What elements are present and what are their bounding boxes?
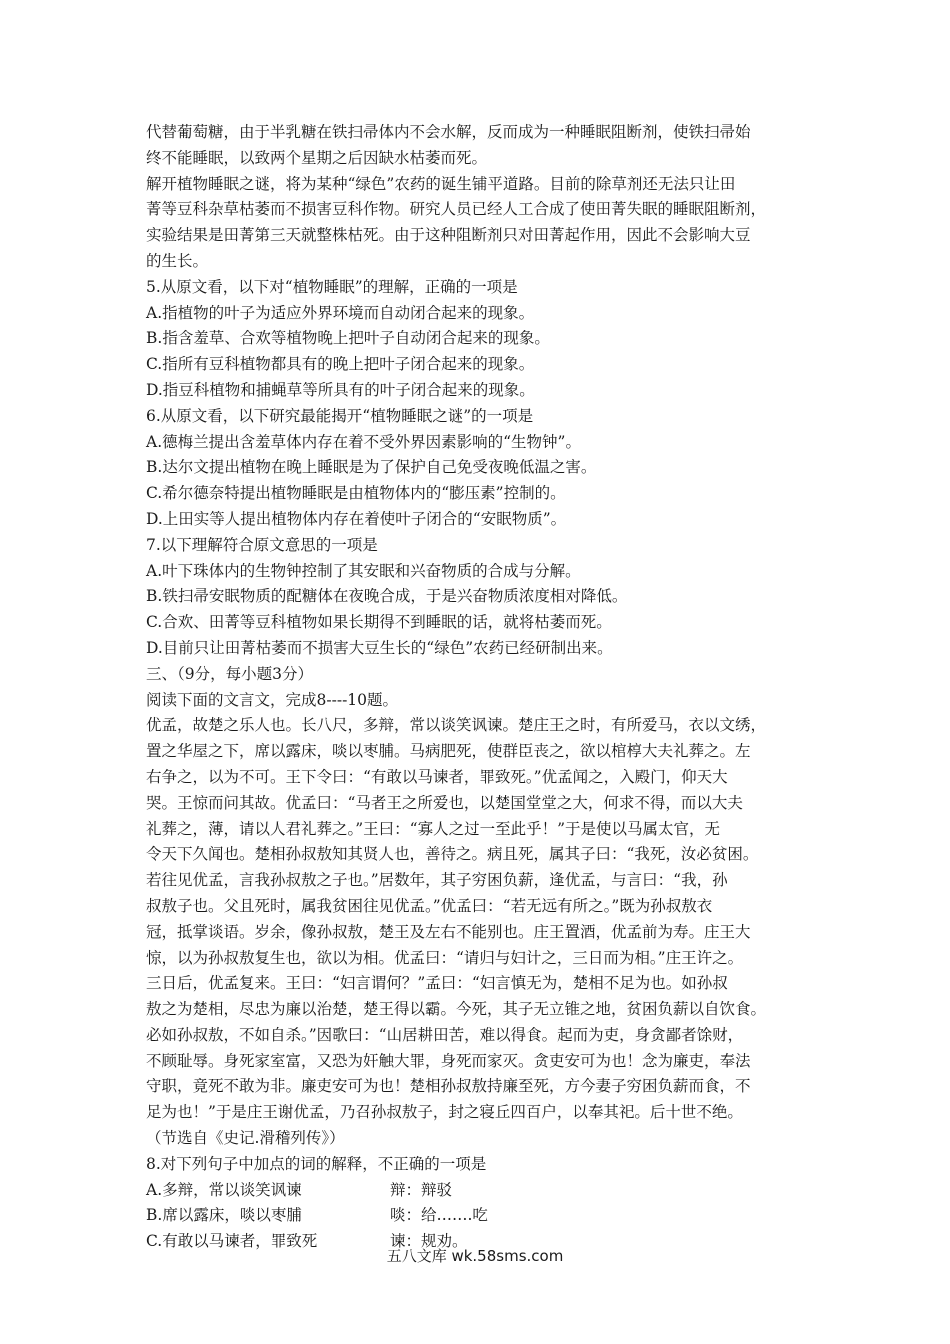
- text-line: 令天下久闻也。楚相孙叔敖知其贤人也，善待之。病且死，属其子曰：“我死，汝必贫困。: [146, 845, 759, 864]
- text-line: 实验结果是田菁第三天就整株枯死。由于这种阻断剂只对田菁起作用，因此不会影响大豆: [146, 226, 751, 245]
- text-line: 终不能睡眠，以致两个星期之后因缺水枯萎而死。: [146, 148, 488, 167]
- question-stem: 5.从原文看，以下对“植物睡眠”的理解，正确的一项是: [146, 277, 518, 296]
- text-line: 冠，抵掌谈语。岁余，像孙叔敖，楚王及左右不能别也。庄王置酒，优孟前为寿。庄王大: [146, 922, 751, 941]
- option-c: C.希尔德奈特提出植物睡眠是由植物体内的“膨压素”控制的。: [146, 484, 566, 503]
- option-gloss: 谏：规劝。: [390, 1232, 468, 1251]
- option-b: B.达尔文提出植物在晚上睡眠是为了保护自己免受夜晚低温之害。: [146, 458, 597, 477]
- question-8: [146, 1152, 816, 1255]
- text-line: 优孟，故楚之乐人也。长八尺，多辩，常以谈笑讽谏。楚庄王之时，有所爱马，衣以文绣，: [146, 716, 767, 735]
- section-3-header: [146, 662, 816, 714]
- question-stem: 7.以下理解符合原文意思的一项是: [146, 535, 378, 554]
- text-line: 菁等豆科杂草枯萎而不损害豆科作物。研究人员已经人工合成了使田菁失眠的睡眠阻断剂，: [146, 200, 767, 219]
- text-line: 右争之，以为不可。王下令曰：“有敢以马谏者，罪致死。”优孟闻之，入殿门，仰天大: [146, 767, 728, 786]
- question-5: [146, 275, 816, 404]
- option-a: [146, 1178, 816, 1204]
- passage-tail: [146, 120, 816, 275]
- page-footer: 五八文库 wk.58sms.com: [386, 1247, 564, 1265]
- question-stem: 8.对下列句子中加点的词的解释，不正确的一项是: [146, 1154, 487, 1173]
- option-sentence: C.有敢以马谏者，罪致死: [146, 1232, 318, 1251]
- text-line: 解开植物睡眠之谜，将为某种“绿色”农药的诞生铺平道路。目前的除草剂还无法只让田: [146, 174, 736, 193]
- option-d: D.上田实等人提出植物体内存在着使叶子闭合的“安眠物质”。: [146, 509, 567, 528]
- text-line: 不顾耻辱。身死家室富，又恐为奸触大罪，身死而家灭。贪吏安可为也！念为廉吏，奉法: [146, 1051, 751, 1070]
- option-b: B.指含羞草、合欢等植物晚上把叶子自动闭合起来的现象。: [146, 329, 550, 348]
- text-line: 惊，以为孙叔敖复生也，欲以为相。优孟曰：“请归与妇计之，三日而为相。”庄王许之。: [146, 948, 744, 967]
- question-stem: 6.从原文看，以下研究最能揭开“植物睡眠之谜”的一项是: [146, 406, 534, 425]
- option-b: [146, 1203, 816, 1229]
- text-line: 必如孙叔敖，不如自杀。”因歌曰：“山居耕田苦，难以得食。起而为吏，身贪鄙者馀财，: [146, 1025, 744, 1044]
- option-a: A.叶下珠体内的生物钟控制了其安眠和兴奋物质的合成与分解。: [146, 561, 581, 580]
- option-sentence: A.多辩，常以谈笑讽谏: [146, 1180, 302, 1199]
- text-line: 若往见优孟，言我孙叔敖之子也。”居数年，其子穷困负薪，逢优孟，与言曰：“我，孙: [146, 871, 728, 890]
- option-b: B.铁扫帚安眠物质的配糖体在夜晚合成，于是兴奋物质浓度相对降低。: [146, 587, 628, 606]
- text-line: 足为也！”于是庄王谢优孟，乃召孙叔敖子，封之寝丘四百户，以奉其祀。后十世不绝。: [146, 1103, 743, 1122]
- text-line: 的生长。: [146, 251, 209, 270]
- option-d: D.指豆科植物和捕蝇草等所具有的叶子闭合起来的现象。: [146, 380, 535, 399]
- classical-passage: [146, 713, 816, 1152]
- text-line: 敖之为楚相，尽忠为廉以治楚，楚王得以霸。今死，其子无立锥之地，贫困负薪以自饮食。: [146, 1000, 767, 1019]
- document-body: [146, 120, 816, 1255]
- option-c: C.合欢、田菁等豆科植物如果长期得不到睡眠的话，就将枯萎而死。: [146, 613, 612, 632]
- text-line: 叔敖子也。父且死时，属我贫困往见优孟。”优孟曰：“若无远有所之。”既为孙叔敖衣: [146, 896, 713, 915]
- option-a: A.指植物的叶子为适应外界环境而自动闭合起来的现象。: [146, 303, 535, 322]
- source-citation: （节选自《史记.滑稽列传》）: [146, 1129, 345, 1148]
- option-gloss: 啖：给…….吃: [390, 1206, 488, 1225]
- option-c: C.指所有豆科植物都具有的晚上把叶子闭合起来的现象。: [146, 355, 535, 374]
- text-line: 三日后，优孟复来。王曰：“妇言谓何？”孟曰：“妇言慎无为，楚相不足为也。如孙叔: [146, 974, 728, 993]
- text-line: 礼葬之，薄，请以人君礼葬之。”王曰：“寡人之过一至此乎！”于是使以马属太官，无: [146, 819, 721, 838]
- question-6: [146, 404, 816, 533]
- option-sentence: B.席以露床，啖以枣脯: [146, 1206, 302, 1225]
- text-line: 置之华屋之下，席以露床，啖以枣脯。马病肥死，使群臣丧之，欲以棺椁大夫礼葬之。左: [146, 742, 751, 761]
- text-line: 哭。王惊而问其故。优孟曰：“马者王之所爱也，以楚国堂堂之大，何求不得，而以大夫: [146, 793, 743, 812]
- question-7: [146, 533, 816, 662]
- option-gloss: 辩：辩驳: [390, 1180, 453, 1199]
- section-heading: 三、（9分，每小题3分）: [146, 664, 313, 683]
- text-line: 代替葡萄糖，由于半乳糖在铁扫帚体内不会水解，反而成为一种睡眠阻断剂，使铁扫帚始: [146, 123, 751, 141]
- option-a: A.德梅兰提出含羞草体内存在着不受外界因素影响的“生物钟”。: [146, 432, 581, 451]
- section-instruction: 阅读下面的文言文，完成8----10题。: [146, 690, 399, 709]
- text-line: 守职，竟死不敢为非。廉吏安可为也！楚相孙叔敖持廉至死，方今妻子穷困负薪而食，不: [146, 1077, 751, 1096]
- option-d: D.目前只让田菁枯萎而不损害大豆生长的“绿色”农药已经研制出来。: [146, 638, 613, 657]
